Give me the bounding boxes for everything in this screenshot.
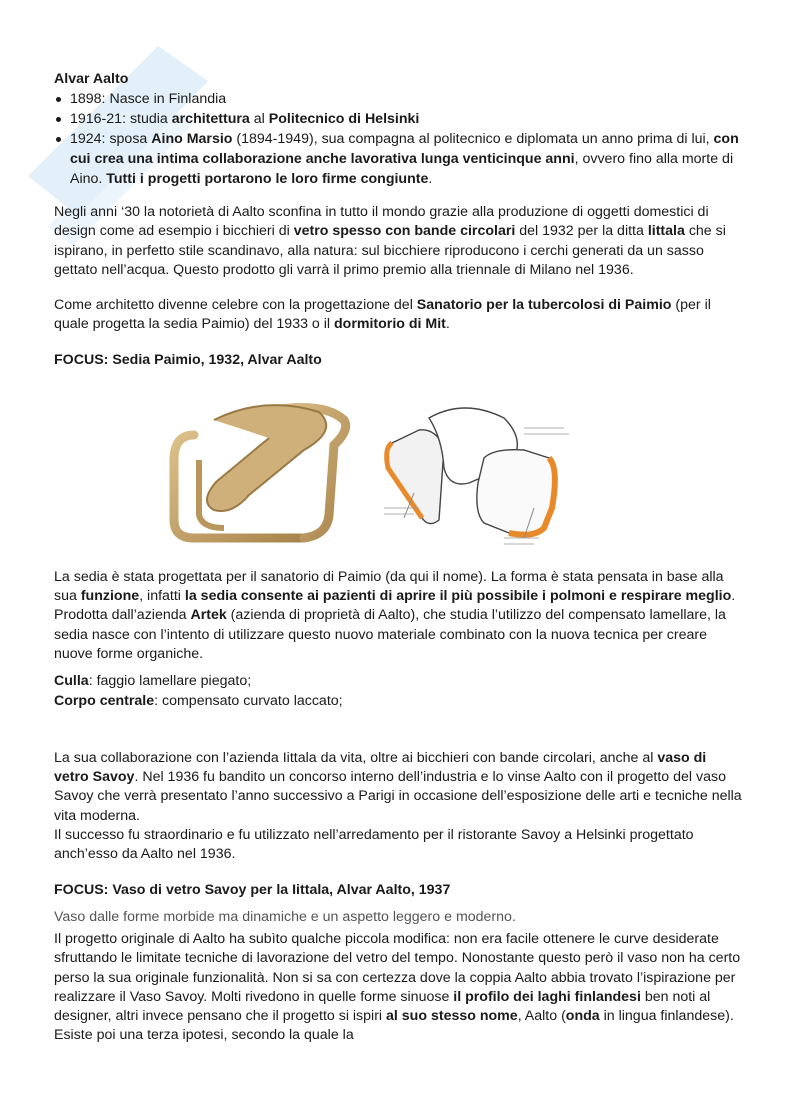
paimio-chair-drawing [374, 388, 590, 550]
bold-text: Sanatorio per la tubercolosi di Paimio [416, 297, 672, 314]
bold-text: dormitorio di Mit [334, 316, 446, 333]
text-run: del 1932 per la ditta [515, 223, 648, 240]
text-run: . [428, 171, 433, 187]
bold-text: littala [647, 223, 685, 240]
material-label: Corpo centrale [54, 692, 155, 709]
text-run: al [249, 111, 269, 127]
figures-row [54, 370, 744, 562]
text-run: La sedia è stata progettata per il sanatorio di Paimio (da qui il nome). La forma è stata pensata in base alla sua [54, 568, 724, 605]
bio-item [54, 129, 744, 189]
text-run: 1924: sposa [70, 131, 152, 147]
bold-text: funzione [80, 588, 140, 605]
subtitle: Vaso dalle forme morbide ma dinamiche e un aspetto leggero e moderno. [54, 908, 516, 925]
bold-text: Politecnico di Helsinki [268, 111, 420, 127]
text-run: . [445, 316, 450, 333]
text-run: 1916-21: studia [70, 111, 172, 127]
bio-item [54, 89, 744, 109]
bold-text: onda [565, 1008, 600, 1025]
bold-text: Tutti i progetti portarono le loro firme congiunte [106, 171, 429, 187]
material-line [54, 692, 744, 711]
paragraph-glassware [54, 203, 744, 280]
text-run: (azienda di proprietà di Aalto), che studia l’utilizzo del compensato lamellare, la sedia nasce con l’intento di utilizzare questo nuovo materiale combinato con la nuova tecnica per creare nuove forme organiche. [54, 607, 726, 662]
bold-text: al suo stesso nome [386, 1008, 518, 1025]
text-run: , infatti [139, 588, 185, 605]
bold-text: con cui crea una intima collaborazione anche lavorativa lunga venticinque anni [70, 131, 739, 167]
bold-text: vaso di vetro Savoy [54, 749, 707, 786]
text-run: (per il quale progetta la sedia Paimio) del 1933 o il [54, 297, 711, 333]
text-run: La sua collaborazione con l’azienda Iittala da vita, oltre ai bicchieri con bande circolari, anche al [54, 749, 658, 766]
text-run: che si ispirano, in perfetto stile scandinavo, alla natura: sul bicchiere riproducono i cerchi generati da un sasso gettato nell’acqua. Questo prodotto gli varrà il primo premio alla triennale di Milano nel 1936. [54, 223, 726, 278]
text-run: . Prodotta dall’azienda [54, 588, 736, 624]
text-run: , ovvero fino alla morte di Aino. [70, 151, 734, 187]
text-run: ben noti al designer, altri invece pensano che il progetto si ispiri [54, 988, 711, 1025]
material-label: Culla [54, 673, 89, 690]
paimio-chair-photo [154, 390, 354, 552]
bold-text: architettura [171, 111, 250, 127]
material-value: : compensato curvato laccato; [154, 692, 343, 709]
text-run: , Aalto ( [517, 1008, 566, 1025]
text-run: Il successo fu straordinario e fu utilizzato nell’arredamento per il ristorante Savoy a Helsinki progettato anch’esso da Aalto nel 1936. [54, 827, 694, 863]
focus-title-savoy: FOCUS: Vaso di vetro Savoy per la Iittala, Alvar Aalto, 1937 [54, 881, 451, 898]
material-value: : faggio lamellare piegato; [88, 673, 252, 690]
text-run: 1898: Nasce in Finlandia [70, 91, 227, 107]
bold-text: vetro spesso con bande circolari [293, 223, 516, 240]
paragraph-savoy [54, 749, 744, 826]
bio-list [54, 89, 744, 189]
bold-text: la sedia consente ai pazienti di aprire il più possibile i polmoni e respirare meglio [184, 588, 732, 605]
text-run: (1894-1949), sua compagna al politecnico e diplomata un anno prima di lui, [232, 131, 714, 147]
text-run: Negli anni ‘30 la notorietà di Aalto sconfina in tutto il mondo grazie alla produzione di oggetti domestici di design come ad esempio i bicchieri di [54, 204, 709, 240]
bold-text: Artek [190, 607, 227, 624]
material-line [54, 672, 744, 691]
text-run: . Nel 1936 fu bandito un concorso interno dell’industria e lo vinse Aalto con il progetto del vaso Savoy che verrà presentato l’anno successivo a Parigi in occasione dell’esposizione delle arti e tecniche nella vita moderna. [54, 769, 742, 824]
bio-item [54, 109, 744, 129]
paragraph-chair [54, 568, 744, 664]
paragraph-vase [54, 930, 744, 1046]
page-title: Alvar Aalto [54, 71, 129, 87]
paragraph-sanatorium [54, 296, 744, 335]
focus-title-paimio: FOCUS: Sedia Paimio, 1932, Alvar Aalto [54, 351, 322, 368]
bold-text: il profilo dei laghi finlandesi [453, 988, 641, 1005]
paragraph-success [54, 826, 744, 865]
text-run: Il progetto originale di Aalto ha subìto qualche piccola modifica: non era facile ottenere le curve desiderate sfruttando le limitate tecniche di lavorazione del vetro del tempo. Nonostante questo però il vaso non ha certo perso la sua originale funzionalità. Non si sa con certezza dove la coppia Aalto abbia trovato l’ispirazione per realizzare il Vaso Savoy. Molti rivedono in quelle forme sinuose [54, 930, 741, 1005]
text-run: in lingua finlandese). Esiste poi una terza ipotesi, secondo la quale la [54, 1008, 734, 1044]
text-run: Come architetto divenne celebre con la progettazione del [54, 297, 417, 314]
bold-text: Aino Marsio [151, 131, 233, 147]
